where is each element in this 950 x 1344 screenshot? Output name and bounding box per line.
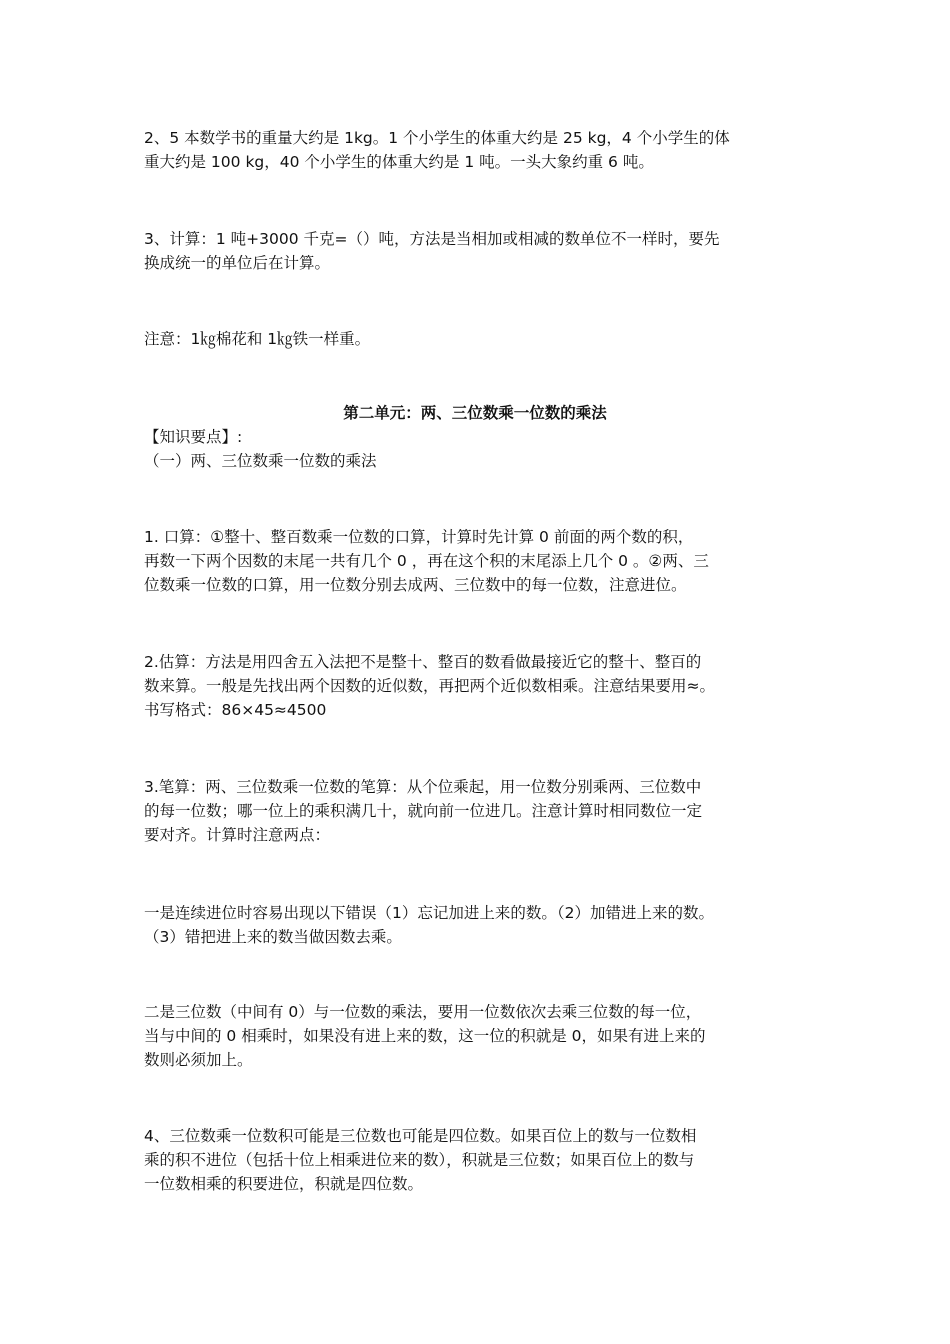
- paragraph-point-one: [144, 901, 824, 949]
- paragraph-estimation: [144, 650, 824, 722]
- text-line: （3）错把进上来的数当做因数去乘。: [144, 928, 402, 946]
- text-line: 注意：1㎏棉花和 1㎏铁一样重。: [144, 330, 371, 348]
- text-line: 3.笔算：两、三位数乘一位数的笔算：从个位乘起，用一位数分别乘两、三位数中: [144, 778, 702, 796]
- text-line: 4、三位数乘一位数积可能是三位数也可能是四位数。如果百位上的数与一位数相: [144, 1127, 697, 1145]
- text-line: 再数一下两个因数的末尾一共有几个 0 ，再在这个积的末尾添上几个 0 。②两、三: [144, 552, 709, 570]
- paragraph-note: [144, 327, 824, 351]
- text-line: 要对齐。计算时注意两点：: [144, 826, 331, 844]
- text-line: 1. 口算：①整十、整百数乘一位数的口算，计算时先计算 0 前面的两个数的积，: [144, 528, 694, 546]
- text-line: 书写格式：86×45≈4500: [144, 701, 327, 719]
- paragraph-product-digits: [144, 1124, 824, 1196]
- text-line: 一是连续进位时容易出现以下错误（1）忘记加进上来的数。（2）加错进上来的数。: [144, 904, 714, 922]
- paragraph-unit-conversion: [144, 227, 824, 275]
- paragraph-weight-estimates: [144, 126, 824, 174]
- section-headings: [144, 425, 824, 473]
- text-line: 二是三位数（中间有 0）与一位数的乘法，要用一位数依次去乘三位数的每一位，: [144, 1003, 702, 1021]
- text-line: 2、5 本数学书的重量大约是 1kg。1 个小学生的体重大约是 25 kg，4 个小学生的体: [144, 129, 730, 147]
- paragraph-oral-calculation: [144, 525, 824, 597]
- text-line: 当与中间的 0 相乘时，如果没有进上来的数，这一位的积就是 0，如果有进上来的: [144, 1027, 706, 1045]
- text-line: 3、计算：1 吨+3000 千克=（）吨，方法是当相加或相减的数单位不一样时，要先: [144, 230, 720, 248]
- text-line: 换成统一的单位后在计算。: [144, 254, 331, 272]
- text-line: 重大约是 100 kg，40 个小学生的体重大约是 1 吨。一头大象约重 6 吨。: [144, 153, 654, 171]
- section-heading: （一）两、三位数乘一位数的乘法: [144, 452, 377, 470]
- text-line: 数则必须加上。: [144, 1051, 253, 1069]
- text-line: 一位数相乘的积要进位，积就是四位数。: [144, 1175, 424, 1193]
- unit-two-title: 第二单元：两、三位数乘一位数的乘法: [343, 404, 607, 422]
- paragraph-point-two: [144, 1000, 824, 1072]
- knowledge-heading: 【知识要点】:: [144, 428, 243, 446]
- text-line: 的每一位数；哪一位上的乘积满几十，就向前一位进几。注意计算时相同数位一定: [144, 802, 703, 820]
- text-line: 2.估算：方法是用四舍五入法把不是整十、整百的数看做最接近它的整十、整百的: [144, 653, 702, 671]
- text-line: 数来算。一般是先找出两个因数的近似数，再把两个近似数相乘。注意结果要用≈。: [144, 677, 715, 695]
- text-line: 位数乘一位数的口算，用一位数分别去成两、三位数中的每一位数，注意进位。: [144, 576, 687, 594]
- text-line: 乘的积不进位（包括十位上相乘进位来的数），积就是三位数；如果百位上的数与: [144, 1151, 695, 1169]
- paragraph-written-calculation: [144, 775, 824, 847]
